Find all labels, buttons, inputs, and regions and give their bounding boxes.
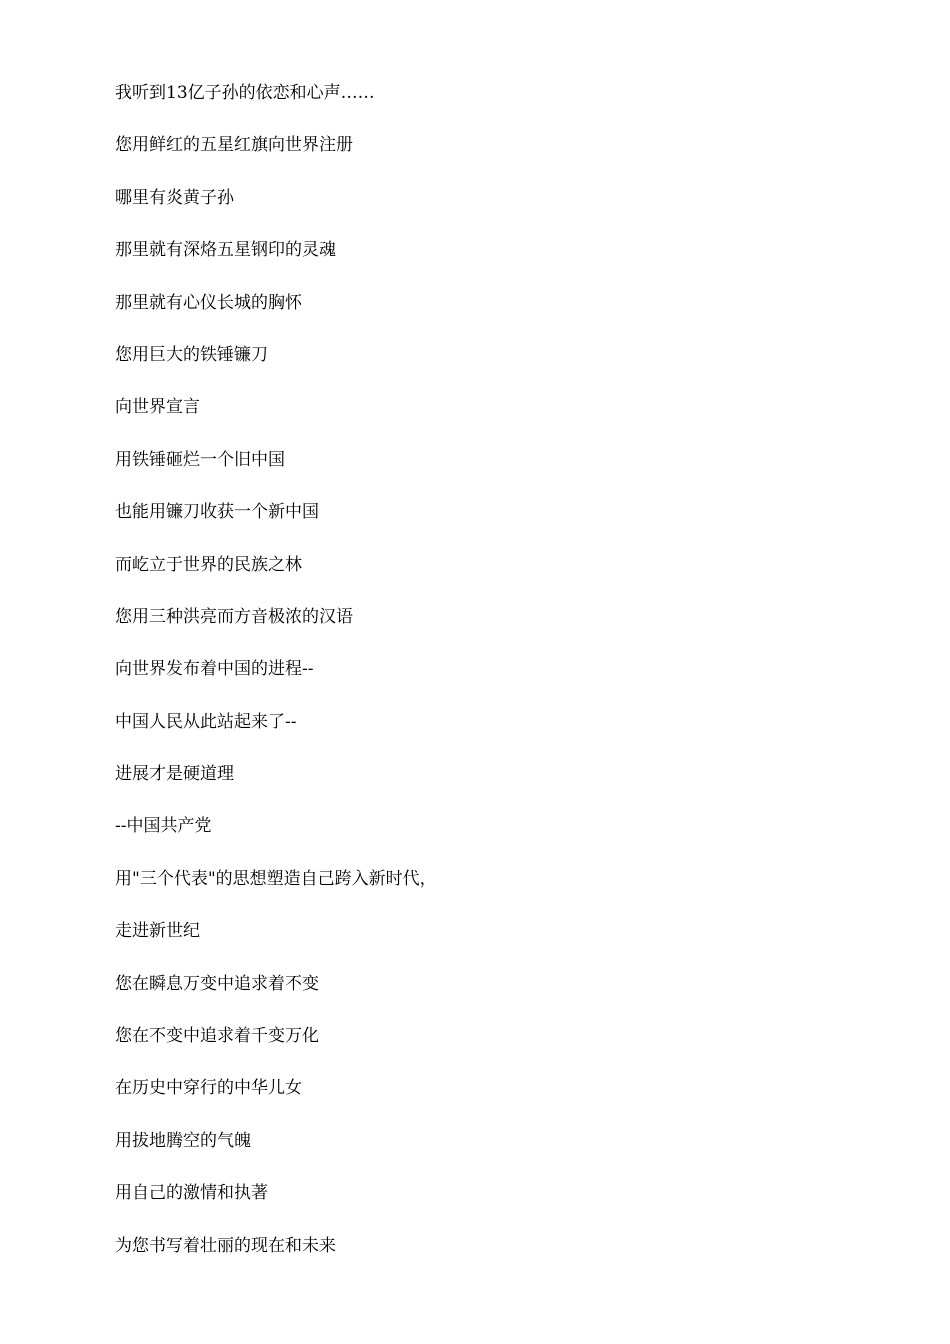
poem-line: 您用巨大的铁锤镰刀 [115,344,268,365]
poem-line: 向世界宣言 [115,397,200,418]
poem-line: 您用鲜红的五星红旗向世界注册 [115,135,353,156]
poem-line: 进展才是硬道理 [115,764,234,785]
poem-line: 那里就有心仪长城的胸怀 [115,292,302,313]
poem-text [115,80,437,1285]
poem-line: 在历史中穿行的中华儿女 [115,1078,302,1099]
poem-line: 也能用镰刀收获一个新中国 [115,502,319,523]
poem-line: 您在瞬息万变中追求着不变 [115,973,319,994]
poem-line: 我听到13亿子孙的依恋和心声…… [115,83,375,103]
poem-line: 哪里有炎黄子孙 [115,187,234,208]
poem-line: 您用三种洪亮而方音极浓的汉语 [115,606,353,627]
poem-line: 而屹立于世界的民族之林 [115,554,302,575]
poem-line: 中国人民从此站起来了-- [115,711,297,732]
poem-line: 那里就有深烙五星钢印的灵魂 [115,240,336,261]
poem-line: 为您书写着壮丽的现在和未来 [115,1235,336,1256]
poem-line: 走进新世纪 [115,921,200,942]
poem-line: 向世界发布着中国的进程-- [115,659,314,680]
poem-line: --中国共产党 [115,816,212,837]
poem-line: 用拔地腾空的气魄 [115,1130,251,1151]
poem-line: 您在不变中追求着千变万化 [115,1026,319,1047]
poem-line: 用自己的激情和执著 [115,1183,268,1204]
poem-line: 用铁锤砸烂一个旧中国 [115,449,285,470]
poem-line: 用"三个代表"的思想塑造自己跨入新时代， [115,868,437,889]
